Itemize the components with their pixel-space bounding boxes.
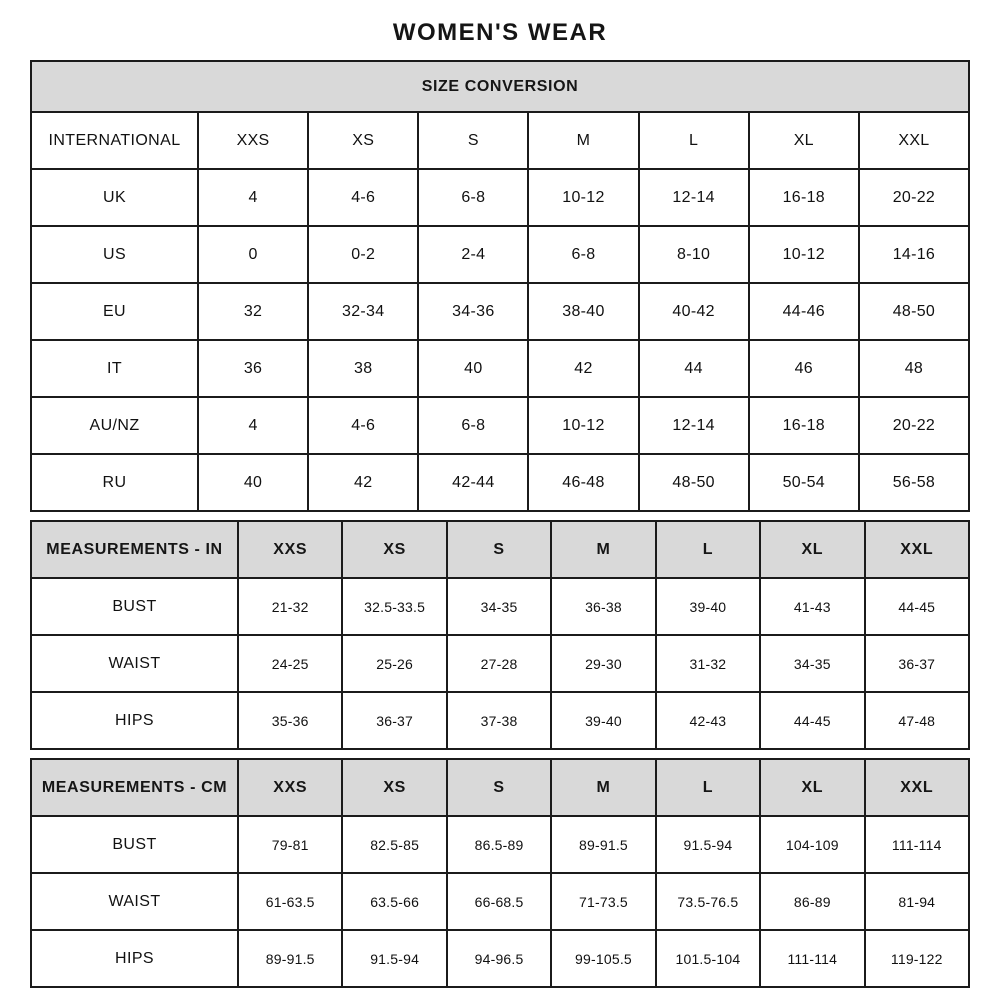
table-row bbox=[31, 635, 969, 692]
table-cell: 81-94 bbox=[865, 873, 969, 930]
table-cell: 48 bbox=[859, 340, 969, 397]
table-cell: 38-40 bbox=[528, 283, 638, 340]
table-cell: 82.5-85 bbox=[342, 816, 446, 873]
table-cell: 0 bbox=[198, 226, 308, 283]
table-cell: S bbox=[418, 112, 528, 169]
table-cell: 44-45 bbox=[760, 692, 864, 749]
row-label: BUST bbox=[31, 578, 238, 635]
table-cell: 46 bbox=[749, 340, 859, 397]
table-cell: 10-12 bbox=[749, 226, 859, 283]
size-column-header: L bbox=[656, 759, 760, 816]
table-cell: 91.5-94 bbox=[656, 816, 760, 873]
size-conversion-body bbox=[31, 112, 969, 511]
table-cell: 14-16 bbox=[859, 226, 969, 283]
header-row bbox=[31, 759, 969, 816]
table-cell: 27-28 bbox=[447, 635, 551, 692]
table-row bbox=[31, 930, 969, 987]
table-cell: 36-37 bbox=[865, 635, 969, 692]
row-label: HIPS bbox=[31, 692, 238, 749]
table-cell: 119-122 bbox=[865, 930, 969, 987]
table-row bbox=[31, 816, 969, 873]
size-column-header: L bbox=[656, 521, 760, 578]
size-column-header: XS bbox=[342, 521, 446, 578]
measurements-in-table bbox=[30, 520, 970, 750]
table-cell: 86.5-89 bbox=[447, 816, 551, 873]
table-cell: 63.5-66 bbox=[342, 873, 446, 930]
table-cell: 8-10 bbox=[639, 226, 749, 283]
row-label: UK bbox=[31, 169, 198, 226]
table-cell: 4-6 bbox=[308, 397, 418, 454]
table-cell: 37-38 bbox=[447, 692, 551, 749]
table-row bbox=[31, 283, 969, 340]
measurements-cm-table bbox=[30, 758, 970, 988]
table-cell: 6-8 bbox=[528, 226, 638, 283]
table-cell: 4 bbox=[198, 169, 308, 226]
table-cell: 4 bbox=[198, 397, 308, 454]
table-cell: L bbox=[639, 112, 749, 169]
page-title: WOMEN'S WEAR bbox=[392, 19, 608, 46]
table-cell: 94-96.5 bbox=[447, 930, 551, 987]
table-cell: 104-109 bbox=[760, 816, 864, 873]
table-cell: 44-45 bbox=[865, 578, 969, 635]
table-cell: 79-81 bbox=[238, 816, 342, 873]
size-column-header: XL bbox=[760, 759, 864, 816]
row-label: RU bbox=[31, 454, 198, 511]
table-cell: 36 bbox=[198, 340, 308, 397]
table-cell: 32-34 bbox=[308, 283, 418, 340]
size-column-header: S bbox=[447, 759, 551, 816]
size-column-header: XXS bbox=[238, 759, 342, 816]
table-cell: 89-91.5 bbox=[551, 816, 655, 873]
row-label: EU bbox=[31, 283, 198, 340]
size-conversion-table bbox=[30, 60, 970, 512]
table-cell: 35-36 bbox=[238, 692, 342, 749]
table-cell: 42 bbox=[528, 340, 638, 397]
table-cell: 46-48 bbox=[528, 454, 638, 511]
table-cell: 38 bbox=[308, 340, 418, 397]
table-row bbox=[31, 169, 969, 226]
table-cell: 86-89 bbox=[760, 873, 864, 930]
table-cell: 34-35 bbox=[447, 578, 551, 635]
header-row bbox=[31, 521, 969, 578]
table-cell: 50-54 bbox=[749, 454, 859, 511]
table-cell: 10-12 bbox=[528, 169, 638, 226]
table-cell: 42 bbox=[308, 454, 418, 511]
table-cell: XS bbox=[308, 112, 418, 169]
measurements-in-title: MEASUREMENTS - IN bbox=[31, 521, 238, 578]
size-column-header: M bbox=[551, 521, 655, 578]
table-cell: 40-42 bbox=[639, 283, 749, 340]
table-cell: 56-58 bbox=[859, 454, 969, 511]
table-row bbox=[31, 873, 969, 930]
table-cell: 42-43 bbox=[656, 692, 760, 749]
table-cell: 41-43 bbox=[760, 578, 864, 635]
table-cell: 29-30 bbox=[551, 635, 655, 692]
table-cell: 12-14 bbox=[639, 397, 749, 454]
table-cell: 32 bbox=[198, 283, 308, 340]
table-cell: 16-18 bbox=[749, 169, 859, 226]
table-cell: 6-8 bbox=[418, 397, 528, 454]
row-label: BUST bbox=[31, 816, 238, 873]
row-label: AU/NZ bbox=[31, 397, 198, 454]
table-cell: 42-44 bbox=[418, 454, 528, 511]
table-cell: 66-68.5 bbox=[447, 873, 551, 930]
table-cell: 12-14 bbox=[639, 169, 749, 226]
table-cell: 21-32 bbox=[238, 578, 342, 635]
table-cell: 73.5-76.5 bbox=[656, 873, 760, 930]
table-cell: 20-22 bbox=[859, 169, 969, 226]
table-cell: 111-114 bbox=[865, 816, 969, 873]
table-cell: 34-35 bbox=[760, 635, 864, 692]
table-cell: 40 bbox=[198, 454, 308, 511]
row-label: HIPS bbox=[31, 930, 238, 987]
table-cell: 61-63.5 bbox=[238, 873, 342, 930]
table-cell: 4-6 bbox=[308, 169, 418, 226]
size-column-header: XXL bbox=[865, 521, 969, 578]
table-cell: 2-4 bbox=[418, 226, 528, 283]
table-cell: 39-40 bbox=[551, 692, 655, 749]
table-cell: 34-36 bbox=[418, 283, 528, 340]
size-column-header: XXS bbox=[238, 521, 342, 578]
table-cell: 39-40 bbox=[656, 578, 760, 635]
table-row bbox=[31, 578, 969, 635]
table-cell: 40 bbox=[418, 340, 528, 397]
table-cell: 99-105.5 bbox=[551, 930, 655, 987]
table-cell: 0-2 bbox=[308, 226, 418, 283]
size-conversion-title: SIZE CONVERSION bbox=[31, 61, 969, 112]
measurements-cm-title: MEASUREMENTS - CM bbox=[31, 759, 238, 816]
table-row bbox=[31, 340, 969, 397]
table-cell: 36-37 bbox=[342, 692, 446, 749]
row-label: IT bbox=[31, 340, 198, 397]
table-cell: 48-50 bbox=[859, 283, 969, 340]
measurements-in-body bbox=[31, 578, 969, 749]
table-cell: 71-73.5 bbox=[551, 873, 655, 930]
size-column-header: XL bbox=[760, 521, 864, 578]
table-cell: XXL bbox=[859, 112, 969, 169]
size-column-header: XXL bbox=[865, 759, 969, 816]
table-cell: 31-32 bbox=[656, 635, 760, 692]
table-cell: 44-46 bbox=[749, 283, 859, 340]
size-column-header: XS bbox=[342, 759, 446, 816]
table-cell: XL bbox=[749, 112, 859, 169]
table-row bbox=[31, 692, 969, 749]
table-cell: 20-22 bbox=[859, 397, 969, 454]
table-cell: 47-48 bbox=[865, 692, 969, 749]
table-row bbox=[31, 454, 969, 511]
table-cell: 48-50 bbox=[639, 454, 749, 511]
table-cell: 32.5-33.5 bbox=[342, 578, 446, 635]
table-cell: 101.5-104 bbox=[656, 930, 760, 987]
table-cell: 6-8 bbox=[418, 169, 528, 226]
table-cell: M bbox=[528, 112, 638, 169]
row-label: WAIST bbox=[31, 873, 238, 930]
table-cell: 10-12 bbox=[528, 397, 638, 454]
measurements-cm-body bbox=[31, 816, 969, 987]
table-cell: XXS bbox=[198, 112, 308, 169]
table-cell: 91.5-94 bbox=[342, 930, 446, 987]
table-title-row bbox=[31, 61, 969, 112]
table-cell: 111-114 bbox=[760, 930, 864, 987]
table-cell: 16-18 bbox=[749, 397, 859, 454]
table-cell: 25-26 bbox=[342, 635, 446, 692]
table-cell: 24-25 bbox=[238, 635, 342, 692]
size-column-header: S bbox=[447, 521, 551, 578]
table-cell: 36-38 bbox=[551, 578, 655, 635]
row-label: US bbox=[31, 226, 198, 283]
table-row bbox=[31, 112, 969, 169]
row-label: WAIST bbox=[31, 635, 238, 692]
table-row bbox=[31, 226, 969, 283]
table-cell: 89-91.5 bbox=[238, 930, 342, 987]
size-column-header: M bbox=[551, 759, 655, 816]
table-row bbox=[31, 397, 969, 454]
table-cell: 44 bbox=[639, 340, 749, 397]
row-label: INTERNATIONAL bbox=[31, 112, 198, 169]
